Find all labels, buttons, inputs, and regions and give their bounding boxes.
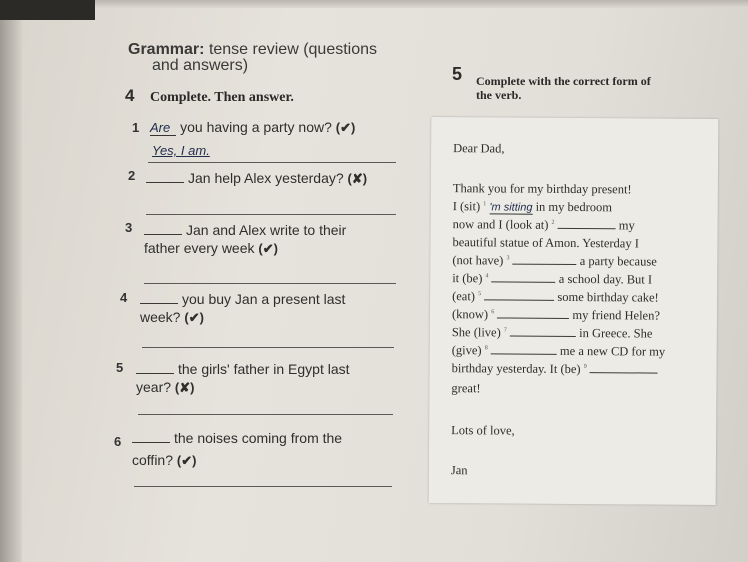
gap-number-1: 1 xyxy=(483,201,487,208)
letter-line8-rest: my friend Helen? xyxy=(572,307,660,323)
gap-number-6: 6 xyxy=(491,309,495,316)
letter-line5-rest: a party because xyxy=(579,254,657,269)
letter-line11 xyxy=(452,361,658,377)
letter-closing: Lots of love, xyxy=(451,423,515,438)
letter-line8-prompt: (know) xyxy=(451,307,489,322)
q5-number: 5 xyxy=(116,360,124,375)
exercise5-instruction-line2: the verb. xyxy=(476,88,522,102)
q1-number: 1 xyxy=(132,120,140,135)
q6-mark: (✔) xyxy=(176,453,197,468)
q5-mark: (✘) xyxy=(174,380,195,395)
q6-text2: coffin? xyxy=(132,452,173,468)
letter-line10-rest: me a new CD for my xyxy=(559,343,666,359)
background-corner xyxy=(0,0,95,20)
title-bold: Grammar: xyxy=(128,41,205,58)
gap-1-answer[interactable]: 'm sitting xyxy=(489,201,533,214)
q5-text: the girls' father in Egypt last xyxy=(178,361,350,377)
letter-line2-prompt: I (sit) xyxy=(452,199,481,214)
q6-line2 xyxy=(132,452,196,469)
letter-line6-prompt: it (be) xyxy=(452,271,483,286)
letter-line3 xyxy=(453,217,635,233)
q5-text2: year? xyxy=(136,379,172,395)
letter-line11-prompt: birthday yesterday. It (be) xyxy=(451,361,581,377)
q4-line xyxy=(140,291,345,307)
letter-signature: Jan xyxy=(450,463,468,478)
letter-line8 xyxy=(452,307,660,323)
gap-number-5: 5 xyxy=(478,291,482,298)
page-gutter xyxy=(0,0,22,562)
q2-text: Jan help Alex yesterday? xyxy=(188,170,344,186)
gap-9-blank[interactable] xyxy=(590,362,658,373)
letter-line9 xyxy=(452,325,653,341)
letter-card xyxy=(429,117,719,505)
q1-answer-blank[interactable]: Are xyxy=(150,120,176,136)
q3-blank[interactable] xyxy=(144,222,182,235)
q6-number: 6 xyxy=(114,434,122,449)
q4-number: 4 xyxy=(120,290,128,305)
letter-line5 xyxy=(452,253,657,269)
gap-5-blank[interactable] xyxy=(484,289,554,300)
letter-line2-rest: in my bedroom xyxy=(535,199,613,215)
q4-text: you buy Jan a present last xyxy=(182,291,346,307)
gap-number-2: 2 xyxy=(551,219,555,226)
q4-line2 xyxy=(140,309,204,326)
page-top-edge xyxy=(60,0,748,8)
letter-line2 xyxy=(453,199,612,215)
letter-line4: beautiful statue of Amon. Yesterday I xyxy=(452,235,639,251)
q3-line2 xyxy=(144,240,278,257)
exercise4-instruction: Complete. Then answer. xyxy=(150,90,294,105)
letter-line9-prompt: She (live) xyxy=(451,325,501,340)
q2-blank[interactable] xyxy=(146,170,184,183)
gap-8-blank[interactable] xyxy=(491,343,557,354)
q6-line xyxy=(132,430,342,446)
letter-line3-prompt: now and I (look at) xyxy=(452,217,549,232)
letter-line12: great! xyxy=(451,381,481,396)
q2-mark: (✘) xyxy=(347,171,368,186)
letter-line10 xyxy=(452,343,666,359)
q2-line xyxy=(146,170,367,187)
letter-line6 xyxy=(452,271,652,287)
q2-number: 2 xyxy=(128,168,136,183)
q4-blank[interactable] xyxy=(140,291,178,304)
letter-line9-rest: in Greece. She xyxy=(579,326,653,341)
exercise5-instruction-line1: Complete with the correct form of xyxy=(476,74,651,88)
gap-number-4: 4 xyxy=(485,273,489,280)
section-title xyxy=(128,42,377,58)
section-title-line2: and answers) xyxy=(152,57,249,74)
gap-number-8: 8 xyxy=(484,345,488,352)
gap-number-9: 9 xyxy=(583,363,587,370)
letter-line3-rest: my xyxy=(618,218,635,233)
title-rest: tense review (questions xyxy=(208,41,378,58)
q1-mark: (✔) xyxy=(335,120,356,135)
q1-text: you having a party now? xyxy=(180,119,332,135)
q4-answer-line[interactable] xyxy=(142,347,394,348)
exercise5-number: 5 xyxy=(452,64,463,84)
q5-blank[interactable] xyxy=(136,361,174,374)
q3-text: Jan and Alex write to their xyxy=(186,222,347,238)
gap-7-blank[interactable] xyxy=(510,326,576,337)
q4-text2: week? xyxy=(140,309,181,325)
exercise4-number: 4 xyxy=(125,86,135,105)
q1-answer[interactable]: Yes, I am. xyxy=(152,143,210,158)
q6-text: the noises coming from the xyxy=(174,430,343,446)
gap-3-blank[interactable] xyxy=(513,254,577,265)
gap-number-3: 3 xyxy=(506,255,510,262)
letter-line6-rest: a school day. But I xyxy=(558,271,653,287)
letter-line7 xyxy=(452,289,659,305)
q1-line xyxy=(150,119,355,136)
gap-number-7: 7 xyxy=(503,327,507,334)
letter-line10-prompt: (give) xyxy=(451,343,482,358)
q3-line xyxy=(144,222,346,238)
letter-line7-prompt: (eat) xyxy=(452,289,476,304)
letter-line7-rest: some birthday cake! xyxy=(557,289,659,305)
q3-mark: (✔) xyxy=(258,241,278,256)
q2-answer-line[interactable] xyxy=(146,214,396,215)
letter-line5-prompt: (not have) xyxy=(452,253,504,268)
letter-greeting: Dear Dad, xyxy=(453,141,505,156)
q3-text2: father every week xyxy=(144,240,255,256)
q5-line2 xyxy=(136,379,194,396)
q6-answer-line[interactable] xyxy=(134,486,392,487)
gap-6-blank[interactable] xyxy=(497,307,569,319)
q1-answer-line xyxy=(148,162,396,163)
letter-line1: Thank you for my birthday present! xyxy=(452,181,632,197)
q5-line xyxy=(136,361,350,377)
gap-4-blank[interactable] xyxy=(492,271,556,282)
q3-answer-line[interactable] xyxy=(144,283,396,284)
gap-2-blank[interactable] xyxy=(558,218,616,229)
q4-mark: (✔) xyxy=(184,310,204,325)
q3-number: 3 xyxy=(125,220,133,235)
q5-answer-line[interactable] xyxy=(138,414,393,415)
q6-blank[interactable] xyxy=(132,430,170,443)
